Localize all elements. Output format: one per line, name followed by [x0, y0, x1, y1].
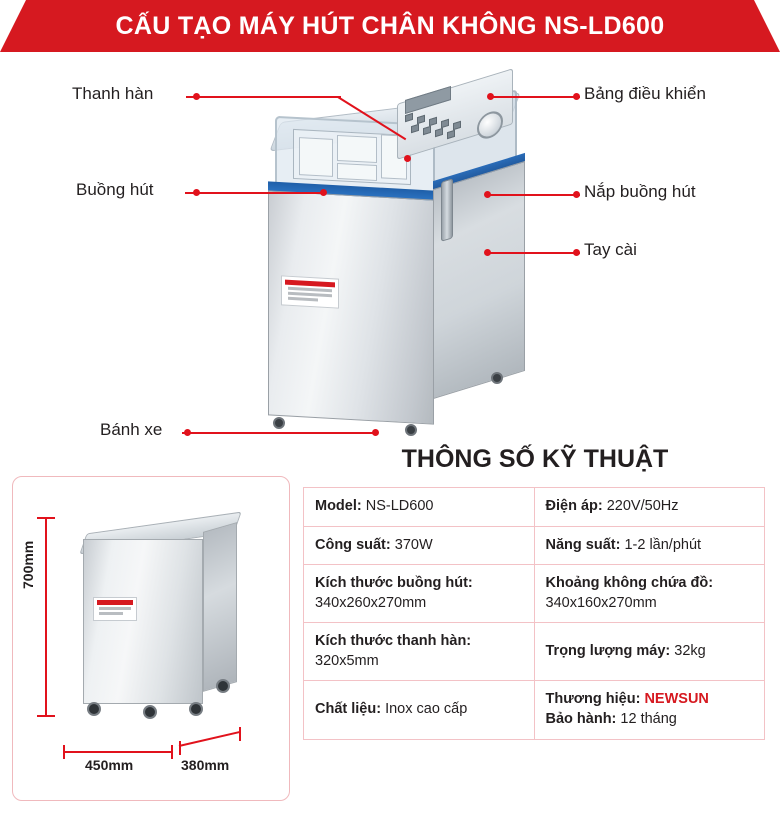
caster-wheel	[216, 679, 230, 693]
mini-body-front	[83, 539, 203, 704]
leader-dot	[184, 429, 191, 436]
mini-body-side	[203, 522, 237, 692]
spec-value: 32kg	[674, 643, 706, 660]
spec-cell-voltage	[534, 488, 765, 527]
spec-label: Khoảng không chứa đồ:	[545, 575, 714, 592]
spec-label: Thương hiệu:	[545, 691, 641, 708]
chamber-slot	[299, 137, 333, 177]
caster-wheel	[491, 372, 503, 384]
header-corner-left	[0, 0, 26, 52]
leader-line-control-panel	[490, 96, 580, 98]
callout-chamber: Buồng hút	[76, 180, 154, 199]
spec-value: 12 tháng	[620, 710, 677, 727]
leader-dot	[372, 429, 379, 436]
dimension-photo-card	[12, 476, 290, 801]
brand-name: NEWSUN	[644, 691, 709, 708]
table-row	[304, 681, 765, 739]
spec-label: Điện áp:	[545, 498, 603, 514]
leader-dot	[320, 189, 327, 196]
spec-label: Model:	[315, 498, 362, 514]
dimension-line-height	[45, 517, 47, 717]
spec-value: 320x5mm	[315, 652, 379, 669]
callout-sealing-bar: Thanh hàn	[72, 84, 154, 103]
leader-dot	[484, 249, 491, 256]
caster-wheel	[273, 417, 285, 429]
product-label-sticker	[281, 275, 339, 308]
page-title: CẤU TẠO MÁY HÚT CHÂN KHÔNG NS-LD600	[115, 11, 665, 40]
dimension-label-height: 700mm	[20, 540, 36, 589]
spec-label: Công suất:	[315, 536, 391, 553]
table-row	[304, 526, 765, 565]
spec-cell-chamber-size	[304, 565, 535, 623]
spec-cell-power	[304, 526, 535, 565]
caster-wheel	[143, 705, 157, 719]
spec-table	[303, 487, 765, 740]
mini-label-sticker	[93, 597, 137, 621]
spec-section-title: THÔNG SỐ KỸ THUẬT	[401, 445, 669, 473]
caster-wheel	[189, 702, 203, 716]
dimension-tick	[171, 745, 173, 759]
spec-value: 220V/50Hz	[606, 498, 679, 514]
page-header	[0, 0, 780, 52]
dimension-line-width	[63, 751, 173, 753]
leader-dot	[404, 155, 411, 162]
dimension-tick	[37, 715, 55, 717]
caster-wheel	[87, 702, 101, 716]
spec-label: Năng suất:	[545, 536, 621, 553]
table-row	[304, 488, 765, 527]
leader-dot	[193, 189, 200, 196]
spec-cell-free-space	[534, 565, 765, 623]
leader-line-chamber	[185, 192, 325, 194]
chamber-slot	[337, 163, 377, 181]
table-row	[304, 623, 765, 681]
spec-label: Trọng lượng máy:	[545, 643, 671, 660]
spec-cell-brand-warranty	[534, 681, 765, 739]
table-row	[304, 565, 765, 623]
spec-value: 340x160x270mm	[545, 594, 657, 611]
caster-wheel	[405, 424, 417, 436]
callout-control-panel: Bảng điều khiển	[584, 84, 706, 103]
machine-body-front	[268, 190, 434, 424]
spec-value: Inox cao cấp	[385, 701, 468, 718]
spec-value: 1-2 lần/phút	[624, 536, 702, 553]
leader-dot	[193, 93, 200, 100]
leader-dot	[487, 93, 494, 100]
spec-label: Kích thước thanh hàn:	[315, 633, 472, 650]
spec-label: Chất liệu:	[315, 701, 382, 718]
leader-dot	[573, 93, 580, 100]
leader-dot	[484, 191, 491, 198]
leader-line-wheel	[182, 432, 378, 434]
machine-dimension-illustration	[73, 497, 243, 737]
callout-handle: Tay cài	[584, 240, 637, 259]
spec-value: 370W	[394, 536, 433, 553]
header-corner-right	[754, 0, 780, 52]
dimension-tick	[179, 741, 181, 755]
spec-value: NS-LD600	[365, 498, 434, 514]
spec-label: Kích thước buồng hút:	[315, 575, 473, 592]
spec-label: Bảo hành:	[545, 710, 617, 727]
dimension-tick	[37, 517, 55, 519]
dimension-label-width: 450mm	[85, 757, 134, 773]
callout-chamber-lid: Nắp buồng hút	[584, 182, 696, 201]
leader-line-chamber-lid	[487, 194, 580, 196]
chamber-slot	[337, 135, 377, 163]
machine-diagram	[0, 52, 780, 452]
leader-line-handle	[487, 252, 580, 254]
leader-line-sealing-bar	[186, 96, 341, 98]
spec-cell-model	[304, 488, 535, 527]
leader-dot	[573, 249, 580, 256]
spec-cell-capacity	[534, 526, 765, 565]
latch-handle	[441, 178, 453, 242]
dimension-label-depth: 380mm	[181, 757, 230, 773]
spec-value: 340x260x270mm	[315, 594, 427, 611]
dimension-tick	[239, 727, 241, 741]
leader-dot	[573, 191, 580, 198]
callout-wheel: Bánh xe	[100, 420, 163, 439]
spec-cell-weight	[534, 623, 765, 681]
spec-cell-sealing-bar-size	[304, 623, 535, 681]
spec-cell-material	[304, 681, 535, 739]
